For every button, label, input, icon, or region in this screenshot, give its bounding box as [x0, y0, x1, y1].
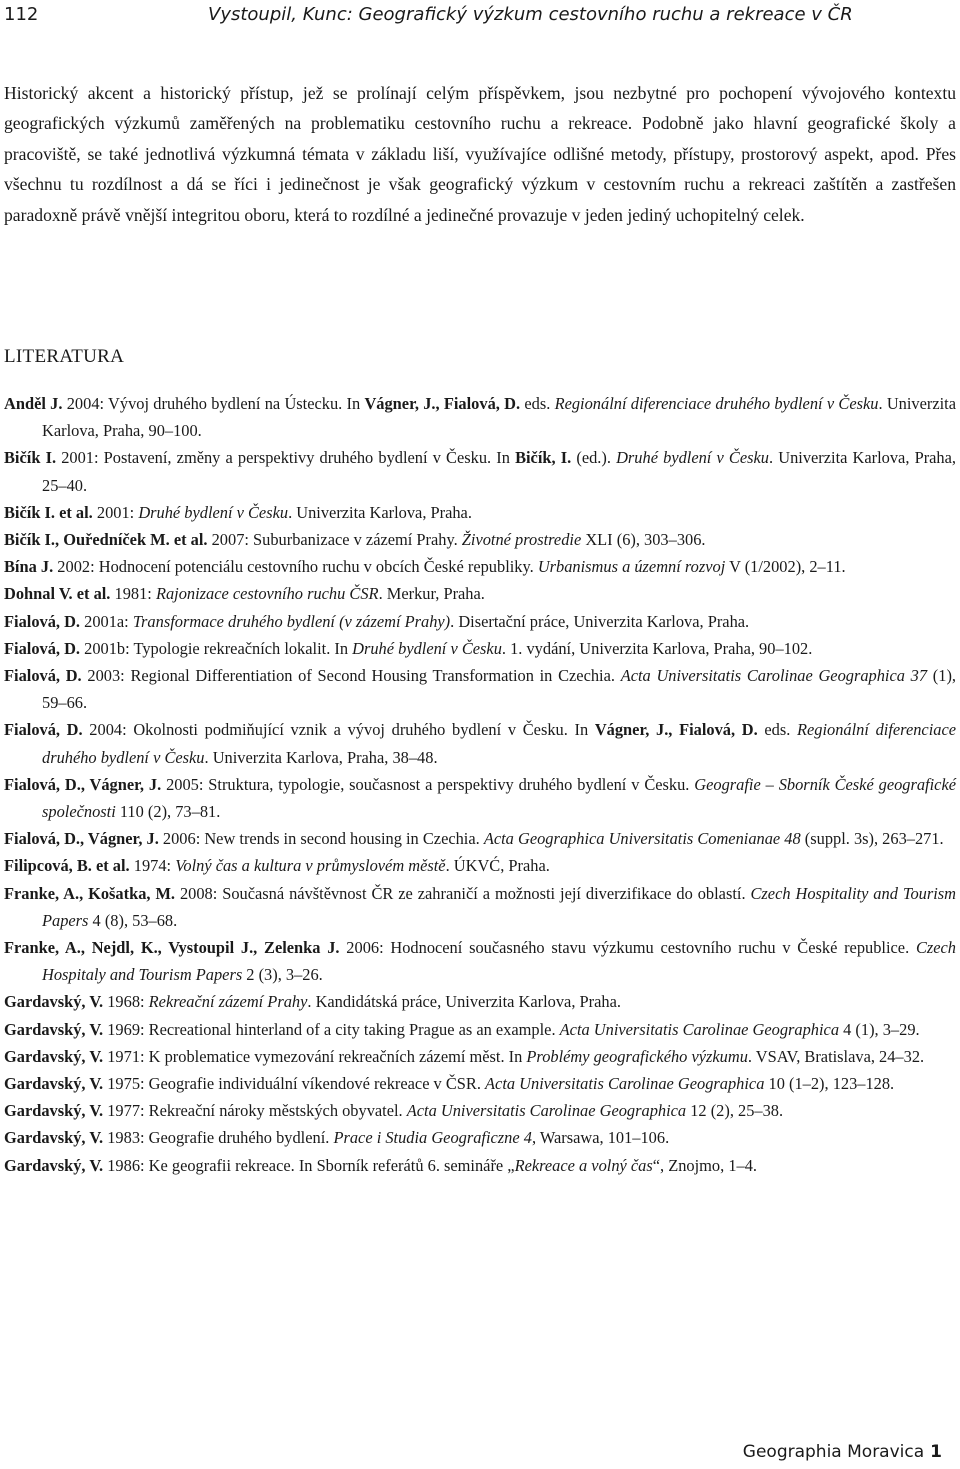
reference-title: Urbanismus a územní rozvoj: [537, 557, 726, 577]
reference-text: 2001a:: [80, 611, 133, 631]
reference-author: Fialová, D., Vágner, J.: [4, 774, 162, 794]
reference-author: Bína J.: [4, 557, 54, 577]
reference-title: Volný čas a kultura v průmyslovém městě: [175, 856, 446, 876]
reference-item: [4, 1043, 956, 1070]
reference-item: [4, 1070, 956, 1097]
reference-text: 2001: Postavení, změny a perspektivy druhého bydlení v Česku. In: [56, 448, 516, 468]
reference-item: [4, 662, 956, 716]
reference-item: [4, 1152, 956, 1179]
reference-author: Filipcová, B. et al.: [4, 856, 130, 876]
reference-author: Fialová, D.: [4, 611, 81, 631]
page-number: 112: [4, 4, 39, 25]
reference-author: Franke, A., Nejdl, K., Vystoupil J., Zelenka J.: [4, 938, 340, 958]
reference-title: Acta Universitatis Carolinae Geographica: [406, 1101, 687, 1121]
reference-title: Acta Universitatis Carolinae Geographica 37: [620, 666, 928, 686]
reference-author: Gardavský, V.: [4, 1155, 104, 1175]
reference-text: 1983: Geografie druhého bydlení.: [103, 1128, 334, 1148]
reference-text: , Warsawa, 101–106.: [531, 1128, 670, 1148]
reference-author: Gardavský, V.: [4, 1128, 104, 1148]
reference-author: Gardavský, V.: [4, 1074, 104, 1094]
reference-item: [4, 716, 956, 770]
reference-title: Acta Universitatis Carolinae Geographica: [485, 1074, 765, 1094]
reference-text: . Univerzita Karlova, Praha, 38–48.: [204, 747, 438, 767]
reference-text: 2001:: [92, 502, 139, 522]
reference-text: 1977: Rekreační nároky městských obyvatel.: [103, 1101, 407, 1121]
reference-author: Bičík I., Ouředníček M. et al.: [4, 530, 208, 550]
reference-author: Franke, A., Košatka, M.: [4, 883, 176, 903]
reference-list: [4, 390, 956, 1179]
reference-text: V (1/2002), 2–11.: [725, 557, 846, 577]
reference-item: [4, 553, 956, 580]
reference-author: Gardavský, V.: [4, 1019, 104, 1039]
reference-item: [4, 988, 956, 1015]
reference-item: [4, 934, 956, 988]
reference-author: Bičík I.: [4, 448, 57, 468]
reference-text: 1974:: [129, 856, 176, 876]
reference-text: 2006: Hodnocení současného stavu výzkumu cestovního ruchu v České republice.: [339, 938, 916, 958]
reference-title: Czech Hospitality and Tourism Papers: [42, 883, 956, 930]
reference-item: [4, 390, 956, 444]
reference-text: “, Znojmo, 1–4.: [652, 1155, 758, 1175]
reference-author: Vágner, J., Fialová, D.: [364, 394, 521, 413]
reference-item: [4, 771, 956, 825]
reference-text: . 1. vydání, Univerzita Karlova, Praha, 90–102.: [501, 638, 813, 658]
reference-item: [4, 1124, 956, 1151]
reference-text: eds.: [757, 720, 797, 740]
reference-text: (suppl. 3s), 263–271.: [800, 829, 944, 849]
reference-text: 2004: Okolnosti podmiňující vznik a vývoj druhého bydlení v Česku. In: [82, 720, 595, 740]
reference-title: Regionální diferenciace druhého bydlení v Česku: [42, 720, 956, 767]
reference-text: 4 (1), 3–29.: [839, 1019, 920, 1039]
reference-text: 1986: Ke geografii rekreace. In Sborník referátů 6. semináře „: [103, 1155, 515, 1175]
reference-text: (ed.).: [571, 448, 617, 468]
running-title: Vystoupil, Kunc: Geografický výzkum cestovního ruchu a rekreace v ČR: [208, 4, 853, 25]
reference-text: 1971: K problematice vymezování rekreačních zázemí měst. In: [103, 1046, 527, 1066]
reference-item: [4, 825, 956, 852]
reference-title: Druhé bydlení v Česku: [616, 448, 769, 468]
reference-item: [4, 608, 956, 635]
reference-text: 1969: Recreational hinterland of a city taking Prague as an example.: [103, 1019, 560, 1039]
reference-title: Problémy geografického výzkumu: [526, 1046, 748, 1066]
reference-item: [4, 499, 956, 526]
reference-item: [4, 1097, 956, 1124]
reference-text: . Merkur, Praha.: [378, 584, 485, 604]
section-heading: LITERATURA: [4, 346, 125, 367]
reference-title: Acta Universitatis Carolinae Geographica: [559, 1019, 840, 1039]
reference-item: [4, 1016, 956, 1043]
reference-title: Druhé bydlení v Česku: [352, 638, 502, 658]
reference-text: . ÚKVĆ, Praha.: [445, 856, 550, 876]
footer-page-number: 1: [930, 1442, 942, 1462]
reference-text: 1968:: [103, 992, 149, 1012]
reference-text: 1981:: [110, 584, 156, 604]
reference-title: Transformace druhého bydlení (v zázemí Prahy): [132, 611, 451, 631]
reference-text: 2003: Regional Differentiation of Second Housing Transformation in Czechia.: [81, 666, 621, 686]
reference-author: Dohnal V. et al.: [4, 584, 111, 604]
reference-author: Gardavský, V.: [4, 992, 104, 1012]
reference-item: [4, 635, 956, 662]
reference-title: Životné prostredie: [461, 530, 582, 550]
reference-title: Czech Hospitaly and Tourism Papers: [42, 938, 956, 985]
reference-text: . Univerzita Karlova, Praha, 25–40.: [42, 448, 956, 495]
reference-text: 1975: Geografie individuální víkendové rekreace v ČSR.: [103, 1074, 486, 1094]
reference-author: Vágner, J., Fialová, D.: [594, 720, 758, 740]
reference-author: Anděl J.: [4, 394, 63, 413]
reference-item: [4, 852, 956, 879]
reference-text: 2001b: Typologie rekreačních lokalit. In: [80, 638, 353, 658]
reference-text: 2006: New trends in second housing in Czechia.: [158, 829, 484, 849]
reference-item: [4, 880, 956, 934]
reference-title: Rekreační zázemí Prahy: [148, 992, 308, 1012]
reference-text: XLI (6), 303–306.: [581, 530, 706, 550]
page-footer: [743, 1442, 942, 1462]
reference-text: eds.: [520, 394, 555, 413]
reference-author: Fialová, D.: [4, 638, 81, 658]
reference-text: 10 (1–2), 123–128.: [764, 1074, 895, 1094]
reference-author: Bičík I. et al.: [4, 502, 93, 522]
reference-text: 2004: Vývoj druhého bydlení na Ústecku. In: [62, 394, 365, 413]
reference-title: Geografie – Sborník České geografické společnosti: [42, 774, 956, 822]
reference-title: Rekreace a volný čas: [514, 1155, 653, 1175]
reference-title: Rajonizace cestovního ruchu ČSR: [155, 584, 379, 604]
reference-author: Fialová, D., Vágner, J.: [4, 829, 159, 849]
reference-text: 2008: Současná návštěvnost ČR ze zahraničí a možnosti její diverzifikace do oblastí.: [175, 883, 751, 903]
reference-text: 12 (2), 25–38.: [686, 1101, 784, 1121]
journal-name: Geographia Moravica: [742, 1442, 925, 1462]
reference-text: . Univerzita Karlova, Praha, 90–100.: [42, 394, 956, 441]
reference-text: . Univerzita Karlova, Praha.: [288, 502, 472, 522]
reference-text: . Disertační práce, Univerzita Karlova, Praha.: [450, 611, 750, 631]
reference-text: (1), 59–66.: [42, 666, 957, 713]
reference-text: 2007: Suburbanizace v zázemí Prahy.: [207, 530, 462, 550]
reference-text: 2005: Struktura, typologie, současnost a perspektivy druhého bydlení v Česku.: [161, 774, 695, 794]
reference-item: [4, 444, 956, 498]
reference-text: . VSAV, Bratislava, 24–32.: [747, 1046, 925, 1066]
reference-text: 2 (3), 3–26.: [242, 965, 323, 985]
reference-author: Fialová, D.: [4, 666, 82, 686]
reference-author: Gardavský, V.: [4, 1046, 104, 1066]
reference-title: Acta Geographica Universitatis Comenianae 48: [483, 829, 801, 849]
reference-text: . Kandidátská práce, Univerzita Karlova, Praha.: [307, 992, 621, 1012]
reference-text: 2002: Hodnocení potenciálu cestovního ruchu v obcích České republiky.: [53, 557, 538, 577]
reference-text: 110 (2), 73–81.: [115, 802, 221, 822]
reference-author: Gardavský, V.: [4, 1101, 104, 1121]
reference-item: [4, 526, 956, 553]
reference-title: Druhé bydlení v Česku: [138, 502, 289, 522]
reference-text: 4 (8), 53–68.: [88, 910, 178, 930]
reference-item: [4, 580, 956, 607]
reference-author: Bičík, I.: [515, 448, 572, 468]
reference-title: Regionální diferenciace druhého bydlení v Česku: [554, 394, 879, 413]
page-header: [4, 4, 948, 28]
reference-author: Fialová, D.: [4, 720, 83, 740]
body-paragraph: Historický akcent a historický přístup, jež se prolínají celým příspěvkem, jsou nezbytné pro pochopení vývojového kontextu geografických výzkumů zaměřených na problematiku cestovního ruchu a rekreace. Podobně jako hlavní geografické školy a pracoviště, se také jednotlivá výzkumná témata v základu liší, využívajíce odlišné metody, přístupy, prostorový aspekt, apod. Přes všechnu tu rozdílnost a dá se říci i jedinečnost je však geografický výzkum v cestovním ruchu a rekreaci zaštítěn a zastřešen paradoxně právě vnější integritou oboru, která to rozdílné a jedinečné provazuje v jeden jediný uchopitelný celek.: [4, 83, 956, 225]
reference-title: Prace i Studia Geograficzne 4: [333, 1128, 532, 1148]
